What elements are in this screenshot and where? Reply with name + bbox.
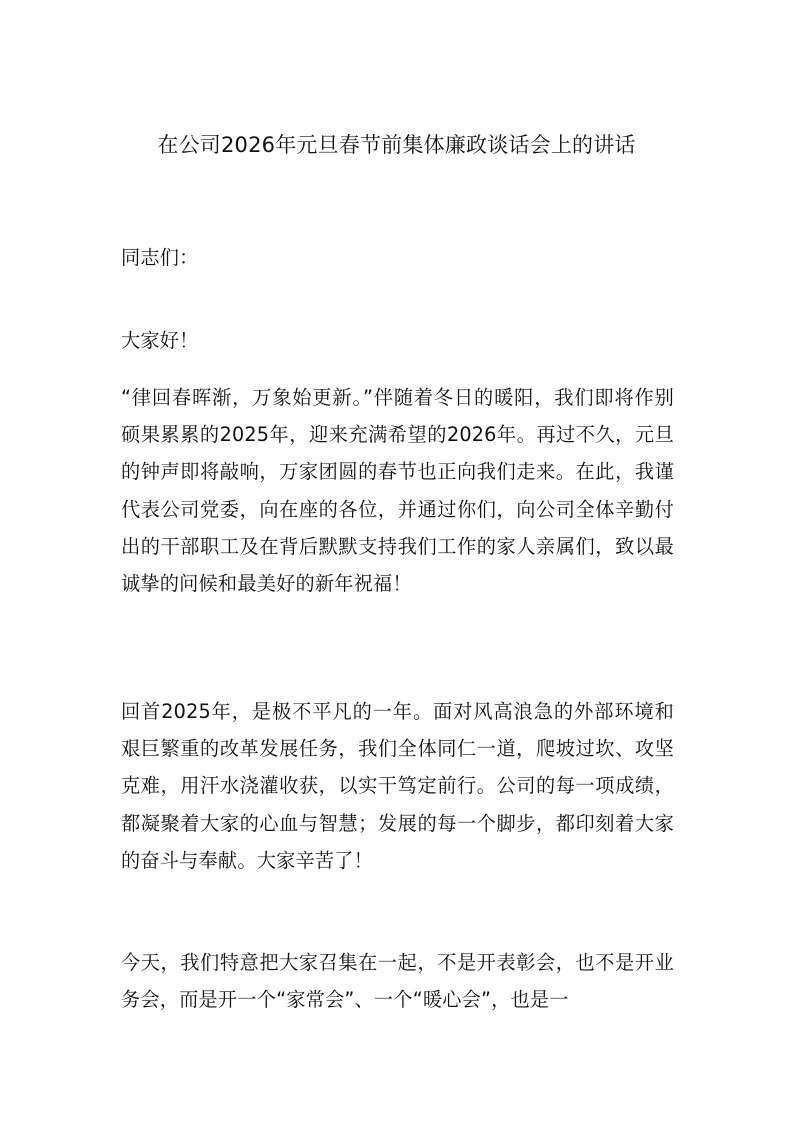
- salutation-paragraph: 同志们：: [121, 246, 199, 269]
- purpose-paragraph: 今天，我们特意把大家召集在一起，不是开表彰会，也不是开业务会，而是开一个“家常会”、一个“暖心会”，也是一: [121, 951, 674, 1012]
- opening-paragraph: “律回春晖渐，万象始更新。”伴随着冬日的暖阳，我们即将作别硕果累累的2025年，迎来充满希望的2026年。再过不久，元旦的钟声即将敲响，万家团圆的春节也正向我们走来。在此，我谨代表公司党委，向在座的各位，并通过你们，向公司全体辛勤付出的干部职工及在背后默默支持我们工作的家人亲属们，致以最诚挚的问候和最美好的新年祝福！: [121, 386, 674, 596]
- greeting-paragraph: 大家好！: [121, 329, 199, 352]
- review-paragraph: 回首2025年，是极不平凡的一年。面对风高浪急的外部环境和艰巨繁重的改革发展任务，我们全体同仁一道，爬坡过坎、攻坚克难，用汗水浇灌收获，以实干笃定前行。公司的每一项成绩，都凝聚着大家的心血与智慧；发展的每一个脚步，都印刻着大家的奋斗与奉献。大家辛苦了！: [121, 700, 674, 872]
- document-title: 在公司2026年元旦春节前集体廉政谈话会上的讲话: [157, 133, 636, 157]
